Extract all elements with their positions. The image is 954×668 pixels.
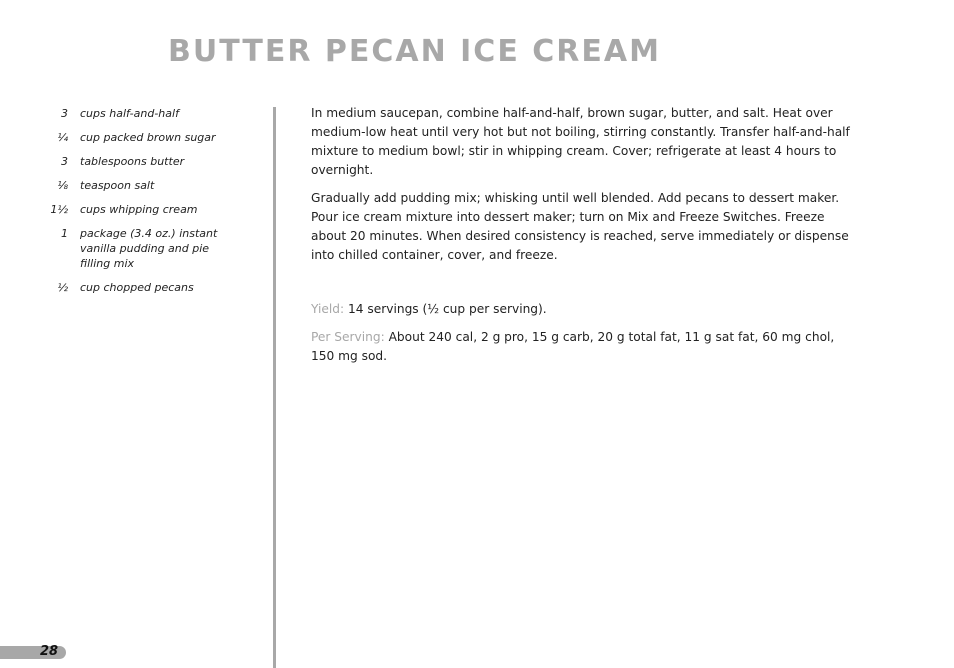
per-serving-line xyxy=(311,328,851,366)
ingredient-description: teaspoon salt xyxy=(80,179,155,192)
ingredient-item xyxy=(40,130,260,145)
page-number: 28 xyxy=(40,644,59,659)
per-serving-label: Per Serving: xyxy=(311,330,385,344)
ingredient-item xyxy=(40,178,260,193)
yield-value: 14 servings (½ cup per serving). xyxy=(348,302,547,316)
ingredient-quantity: ¼ xyxy=(57,131,68,144)
yield-label: Yield: xyxy=(311,302,345,316)
ingredient-description: cup packed brown sugar xyxy=(80,131,216,144)
instruction-paragraph: In medium saucepan, combine half-and-half, brown sugar, butter, and salt. Heat over medium-low heat until very hot but not boiling, stirring constantly. Transfer half-and-half mixture to medium bowl; stir in whipping cream. Cover; refrigerate at least 4 hours to overnight. xyxy=(311,106,850,177)
yield-line xyxy=(311,300,851,319)
ingredient-quantity: ½ xyxy=(57,281,68,294)
ingredient-list xyxy=(40,106,260,304)
ingredient-quantity: 1½ xyxy=(50,203,68,216)
per-serving-value: About 240 cal, 2 g pro, 15 g carb, 20 g total fat, 11 g sat fat, 60 mg chol, 150 mg sod. xyxy=(311,330,835,363)
ingredient-item xyxy=(40,154,260,169)
ingredient-item xyxy=(40,106,260,121)
ingredient-item xyxy=(40,202,260,217)
column-divider xyxy=(273,107,276,668)
ingredient-quantity: 1 xyxy=(61,227,68,240)
page-number-tab xyxy=(0,646,66,659)
instructions xyxy=(311,104,851,375)
ingredient-quantity: ⅛ xyxy=(57,179,68,192)
ingredient-description: package (3.4 oz.) instant vanilla pudding and pie filling mix xyxy=(80,227,218,270)
ingredient-description: cups whipping cream xyxy=(80,203,198,216)
ingredient-description: cup chopped pecans xyxy=(80,281,194,294)
ingredient-item xyxy=(40,280,260,295)
ingredient-item xyxy=(40,226,260,271)
ingredient-quantity: 3 xyxy=(61,155,68,168)
instruction-paragraph: Gradually add pudding mix; whisking until well blended. Add pecans to dessert maker. Pour ice cream mixture into dessert maker; turn on Mix and Freeze Switches. Freeze about 20 minutes. When desired consistency is reached, serve immediately or dispense into chilled container, cover, and freeze. xyxy=(311,191,849,262)
ingredient-description: cups half-and-half xyxy=(80,107,179,120)
ingredient-quantity: 3 xyxy=(61,107,68,120)
ingredient-description: tablespoons butter xyxy=(80,155,185,168)
page-title: BUTTER PECAN ICE CREAM xyxy=(168,34,661,69)
